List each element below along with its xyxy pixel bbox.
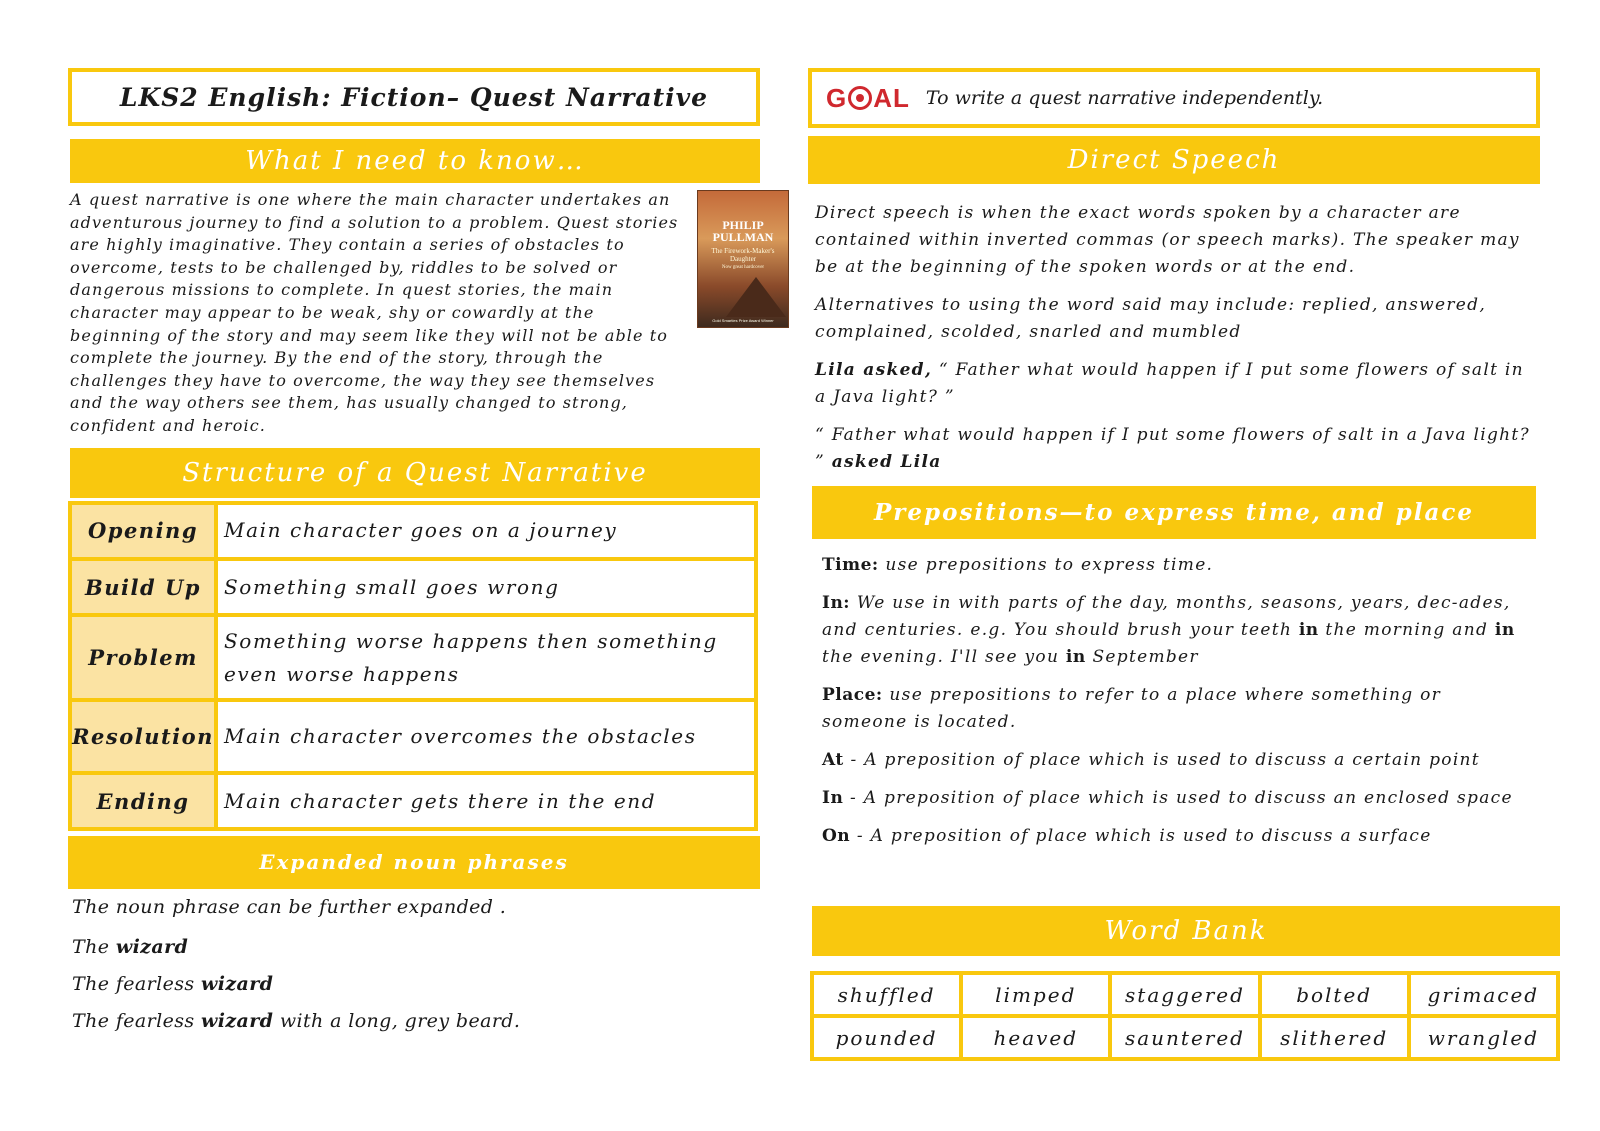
structure-text: Main character overcomes the obstacles: [216, 700, 756, 773]
structure-table: [68, 501, 758, 831]
speech-quote: “ Father what would happen if I put some flowers of salt in a Java light? ”: [815, 425, 1530, 472]
book-subtitle: Now great hardcover: [721, 265, 765, 270]
prep-keyword: On: [822, 826, 851, 846]
prep-text: use prepositions to express time.: [885, 555, 1214, 575]
table-row: [812, 1016, 1558, 1059]
table-row: [70, 615, 756, 700]
noun-example-2: [72, 973, 752, 995]
noun-intro: The noun phrase can be further expanded .: [72, 896, 507, 918]
prep-text: the evening. I'll see you: [822, 647, 1060, 667]
prep-keyword: In:: [822, 593, 851, 613]
prep-text: - A preposition of place which is used to discuss a surface: [856, 826, 1432, 846]
noun-example-1: [72, 936, 752, 958]
prep-text: - A preposition of place which is used to discuss an enclosed space: [850, 788, 1513, 808]
noun-word: wizard: [200, 1010, 274, 1032]
wordbank-word: shuffled: [812, 973, 961, 1016]
know-heading: What I need to know…: [70, 139, 760, 183]
speech-speaker: Lila asked,: [815, 360, 933, 380]
structure-text: Something small goes wrong: [216, 559, 756, 616]
prep-heading: Prepositions—to express time, and place: [812, 486, 1536, 539]
wordbank-heading: Word Bank: [812, 906, 1560, 956]
speech-quote: “ Father what would happen if I put some flowers of salt in a Java light? ”: [815, 360, 1524, 407]
structure-text: Main character gets there in the end: [216, 773, 756, 829]
prep-text: use prepositions to refer to a place where something or someone is located.: [822, 685, 1442, 732]
prep-keyword: in: [1298, 620, 1319, 640]
goal-box: [808, 68, 1540, 128]
prep-text: September: [1092, 647, 1199, 667]
prep-time: [822, 552, 1522, 579]
speech-paragraph: Alternatives to using the word said may include: replied, answered, complained, scolded, snarled and mumbled: [815, 295, 1487, 342]
structure-text: Main character goes on a journey: [216, 503, 756, 559]
book-author: PHILIP PULLMAN: [712, 218, 774, 244]
prep-at: [822, 747, 1522, 774]
prep-keyword: in: [1494, 620, 1515, 640]
table-row: [70, 559, 756, 616]
prep-keyword: In: [822, 788, 844, 808]
goal-text: To write a quest narrative independently.: [925, 87, 1324, 109]
wordbank-word: heaved: [961, 1016, 1110, 1059]
prep-text: - A preposition of place which is used to discuss a certain point: [850, 750, 1480, 770]
speech-paragraph: Direct speech is when the exact words spoken by a character are contained within inverted commas (or speech marks). The speaker may be at the beginning of the spoken words or at the end.: [815, 203, 1520, 277]
prep-keyword: Place:: [822, 685, 883, 705]
prep-keyword: Time:: [822, 555, 879, 575]
prep-in: [822, 590, 1522, 671]
wordbank-word: sauntered: [1110, 1016, 1259, 1059]
noun-word: wizard: [200, 973, 274, 995]
goal-logo-g: G: [826, 82, 848, 113]
wordbank-word: slithered: [1260, 1016, 1409, 1059]
prep-keyword: in: [1065, 647, 1086, 667]
structure-label: Ending: [70, 773, 216, 829]
speech-content: [815, 200, 1535, 487]
goal-logo: [826, 83, 910, 114]
speech-heading: Direct Speech: [808, 136, 1540, 184]
speech-example-1: [815, 357, 1535, 411]
table-row: [70, 700, 756, 773]
target-icon: [848, 86, 872, 110]
prep-on: [822, 823, 1522, 850]
structure-text: Something worse happens then something even worse happens: [216, 615, 756, 700]
wordbank-table: [810, 971, 1560, 1061]
structure-label: Resolution: [70, 700, 216, 773]
structure-heading: Structure of a Quest Narrative: [70, 448, 760, 498]
noun-word: The: [72, 936, 110, 958]
know-paragraph: A quest narrative is one where the main character undertakes an adventurous journey to find a solution to a problem. Quest stories are highly imaginative. They contain a series of obstacles to overcome, tests to be challenged by, riddles to be solved or dangerous missions to complete. In quest stories, the main character may appear to be weak, shy or cowardly at the beginning of the story and may seem like they will not be able to complete the journey. By the end of the story, through the challenges they have to overcome, the way they see themselves and the way others see them, has usually changed to strong, confident and heroic.: [70, 190, 679, 435]
prep-place: [822, 682, 1522, 736]
table-row: [812, 973, 1558, 1016]
volcano-illustration: [726, 277, 786, 317]
prep-keyword: At: [822, 750, 844, 770]
wordbank-word: staggered: [1110, 973, 1259, 1016]
noun-word: The: [72, 973, 110, 995]
wordbank-word: grimaced: [1409, 973, 1558, 1016]
structure-label: Build Up: [70, 559, 216, 616]
structure-label: Opening: [70, 503, 216, 559]
noun-heading: Expanded noun phrases: [68, 836, 760, 889]
book-foot: Gold Smarties Prize Award Winner: [712, 318, 774, 323]
book-cover-image: [697, 190, 789, 328]
noun-word: The: [72, 1010, 110, 1032]
speech-example-2: [815, 422, 1535, 476]
noun-word: fearless: [115, 1010, 195, 1032]
prep-content: [822, 552, 1522, 861]
book-title: The Firework-Maker's Daughter: [711, 247, 775, 263]
speech-speaker: asked Lila: [831, 452, 942, 472]
wordbank-word: pounded: [812, 1016, 961, 1059]
page-title: [68, 68, 760, 126]
noun-example-3: [72, 1010, 752, 1032]
goal-logo-al: AL: [873, 82, 910, 113]
noun-word: fearless: [115, 973, 195, 995]
noun-examples: [72, 896, 752, 1047]
noun-word: with a long, grey beard.: [279, 1010, 521, 1032]
table-row: [70, 503, 756, 559]
prep-text: the morning and: [1325, 620, 1489, 640]
table-row: [70, 773, 756, 829]
page-title-text: LKS2 English: Fiction– Quest Narrative: [119, 82, 709, 112]
wordbank-word: limped: [961, 973, 1110, 1016]
prep-text: We use in with parts of the day, months, seasons, years, dec-ades, and centuries. e.g. You should brush your teeth: [822, 593, 1511, 640]
noun-word: wizard: [115, 936, 189, 958]
structure-label: Problem: [70, 615, 216, 700]
wordbank-word: bolted: [1260, 973, 1409, 1016]
wordbank-word: wrangled: [1409, 1016, 1558, 1059]
prep-in-place: [822, 785, 1522, 812]
